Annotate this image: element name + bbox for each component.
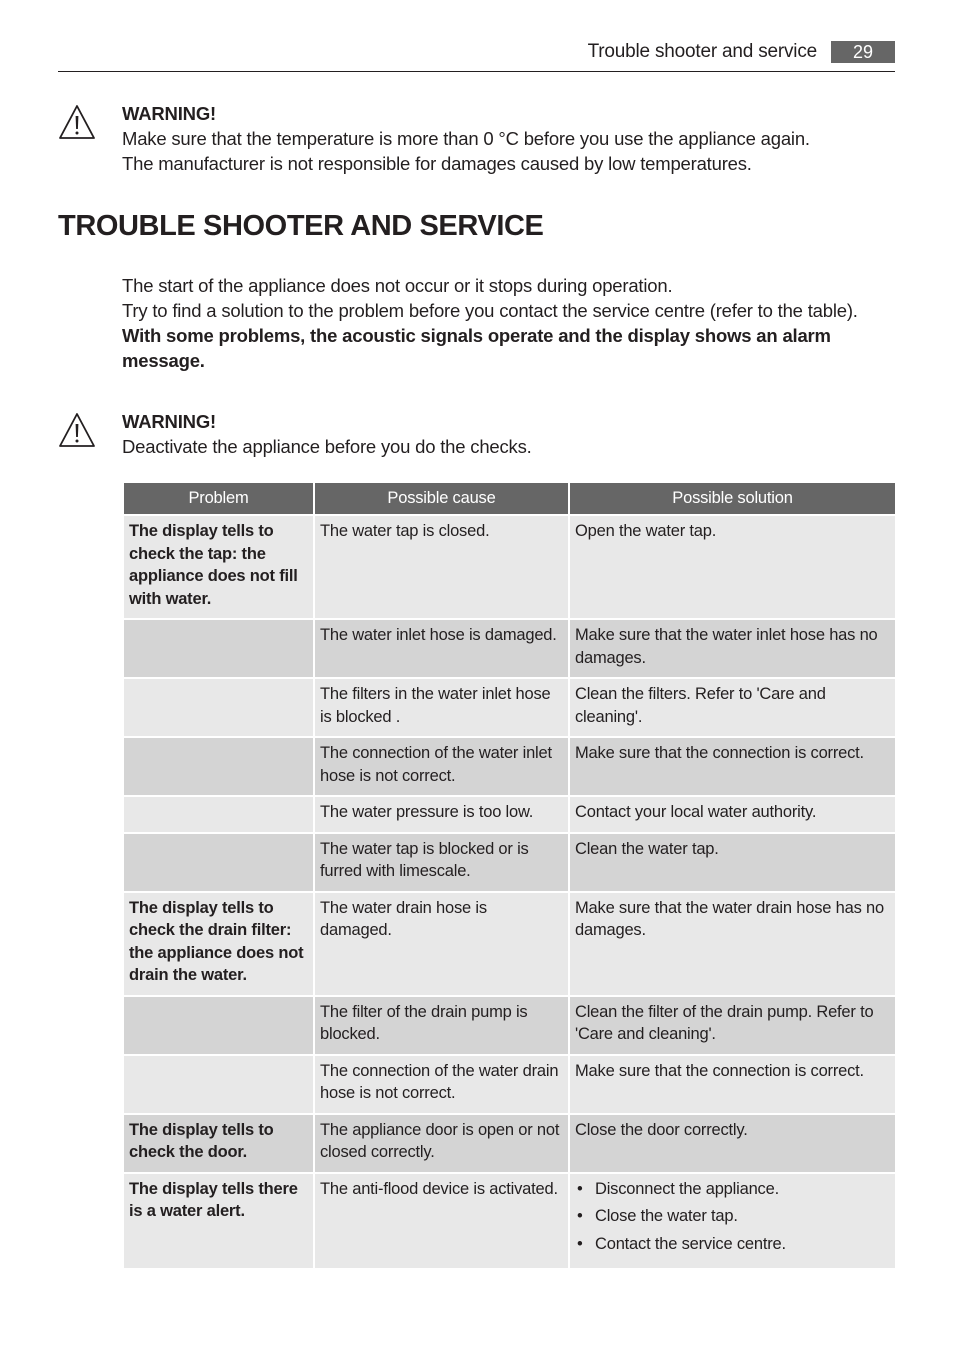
header-title: Trouble shooter and service [587, 41, 817, 62]
cause-cell: The water tap is closed. [314, 515, 569, 619]
intro-paragraph: The start of the appliance does not occur or it stops during operation. [122, 275, 673, 296]
cause-cell: The connection of the water drain hose is not correct. [314, 1055, 569, 1114]
problem-cell: The display tells to check the drain filter: the appliance does not drain the water. [123, 892, 314, 996]
intro-paragraph: Try to find a solution to the problem before you contact the service centre (refer to the table). [122, 300, 858, 321]
intro-paragraph-bold: With some problems, the acoustic signals operate and the display shows an alarm message. [122, 325, 831, 371]
cause-cell: The water drain hose is damaged. [314, 892, 569, 996]
table-row [123, 737, 896, 796]
problem-cell [123, 619, 314, 678]
solution-cell: Contact your local water authority. [569, 796, 896, 833]
table-row [123, 796, 896, 833]
solution-cell: Make sure that the water inlet hose has no damages. [569, 619, 896, 678]
problem-cell: The display tells there is a water alert. [123, 1173, 314, 1270]
table-row [123, 996, 896, 1055]
table-row [123, 678, 896, 737]
warning-text: The manufacturer is not responsible for damages caused by low temperatures. [122, 153, 752, 174]
warning-text: Deactivate the appliance before you do the checks. [122, 436, 532, 457]
solution-cell: Make sure that the connection is correct. [569, 1055, 896, 1114]
solution-bullet-list [575, 1178, 889, 1256]
problem-cell [123, 796, 314, 833]
intro-text [122, 273, 895, 373]
solution-cell: Clean the filter of the drain pump. Refer to 'Care and cleaning'. [569, 996, 896, 1055]
solution-cell: Clean the water tap. [569, 833, 896, 892]
warning-text: Make sure that the temperature is more than 0 °C before you use the appliance again. [122, 128, 810, 149]
table-row [123, 833, 896, 892]
page-header [58, 40, 895, 72]
cause-cell: The filter of the drain pump is blocked. [314, 996, 569, 1055]
cause-cell: The appliance door is open or not closed correctly. [314, 1114, 569, 1173]
warning-title: WARNING! [122, 411, 216, 432]
section-title: TROUBLE SHOOTER AND SERVICE [58, 210, 544, 242]
solution-cell: Make sure that the connection is correct. [569, 737, 896, 796]
table-row [123, 619, 896, 678]
solution-bullet-item: • Disconnect the appliance. [575, 1178, 889, 1201]
troubleshooting-table [122, 481, 897, 1270]
warning-triangle-icon [58, 104, 96, 140]
column-header-problem: Problem [123, 482, 314, 515]
table-header-row [123, 482, 896, 515]
table-row [123, 1173, 896, 1270]
cause-cell: The filters in the water inlet hose is blocked . [314, 678, 569, 737]
solution-cell: Close the door correctly. [569, 1114, 896, 1173]
column-header-cause: Possible cause [314, 482, 569, 515]
table-row [123, 892, 896, 996]
problem-cell [123, 737, 314, 796]
problem-cell [123, 678, 314, 737]
cause-cell: The anti-flood device is activated. [314, 1173, 569, 1270]
cause-cell: The connection of the water inlet hose is not correct. [314, 737, 569, 796]
solution-cell: Make sure that the water drain hose has no damages. [569, 892, 896, 996]
solution-cell: Clean the filters. Refer to 'Care and cleaning'. [569, 678, 896, 737]
warning-triangle-icon [58, 412, 96, 448]
page-number: 29 [831, 41, 895, 63]
problem-cell [123, 833, 314, 892]
table-row [123, 515, 896, 619]
solution-bullet-item: • Contact the service centre. [575, 1233, 889, 1256]
column-header-solution: Possible solution [569, 482, 896, 515]
cause-cell: The water pressure is too low. [314, 796, 569, 833]
problem-cell: The display tells to check the tap: the appliance does not fill with water. [123, 515, 314, 619]
solution-cell: Open the water tap. [569, 515, 896, 619]
problem-cell [123, 996, 314, 1055]
table-row [123, 1055, 896, 1114]
problem-cell [123, 1055, 314, 1114]
table-row [123, 1114, 896, 1173]
warning-title: WARNING! [122, 103, 216, 124]
cause-cell: The water tap is blocked or is furred with limescale. [314, 833, 569, 892]
cause-cell: The water inlet hose is damaged. [314, 619, 569, 678]
solution-bullet-item: • Close the water tap. [575, 1205, 889, 1228]
problem-cell: The display tells to check the door. [123, 1114, 314, 1173]
solution-cell [569, 1173, 896, 1270]
